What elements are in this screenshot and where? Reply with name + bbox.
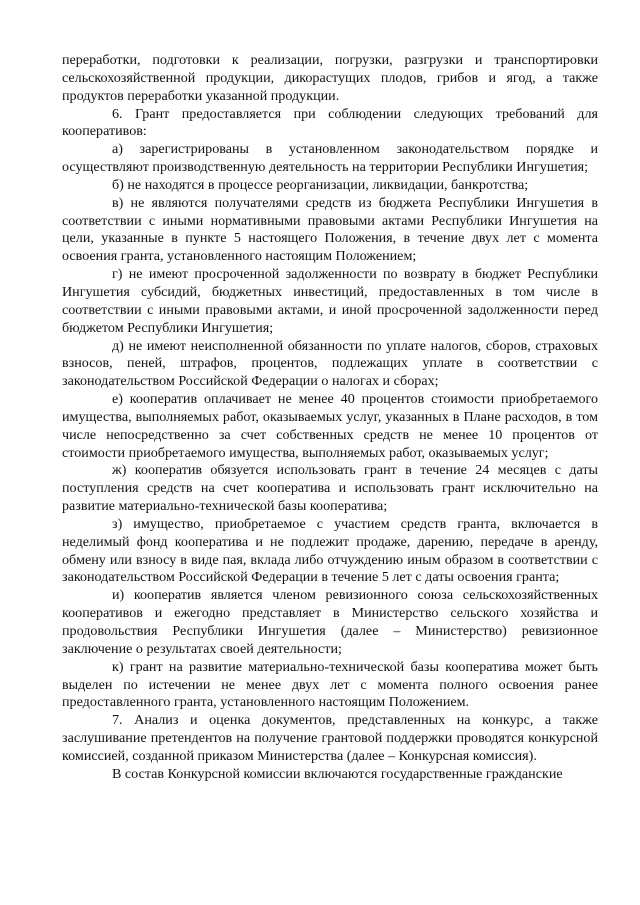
paragraph-item-7: 7. Анализ и оценка документов, представленных на конкурс, а также заслушивание претендентов на получение грантовой поддержки проводятся конкурсной комиссией, созданной приказом Министерства (далее – Конкурсная комиссия). — [62, 712, 598, 764]
paragraph-requirement-z: з) имущество, приобретаемое с участием средств гранта, включается в неделимый фонд кооператива и не подлежит продаже, дарению, передаче в аренду, обмену или взносу в виде пая, вклада либо отчуждению иным образом в соответствии с законодательством Российской Федерации в течение 5 лет с даты освоения гранта; — [62, 515, 598, 586]
paragraph-commission-composition: В состав Конкурсной комиссии включаются государственные гражданские — [112, 765, 563, 782]
paragraph-requirement-a: а) зарегистрированы в установленном законодательством порядке и осуществляют производственную деятельность на территории Республики Ингушетия; — [62, 141, 598, 176]
paragraph-item-6: 6. Грант предоставляется при соблюдении следующих требований для кооперативов: — [62, 105, 598, 140]
paragraph-requirement-e: е) кооператив оплачивает не менее 40 процентов стоимости приобретаемого имущества, выполняемых работ, оказываемых услуг, указанных в Плане расходов, в том числе непосредственно за счет собственных средств не менее 10 процентов от стоимости приобретаемого имущества, выполняемых работ, оказываемых услуг; — [62, 391, 598, 461]
paragraph-requirement-i: и) кооператив является членом ревизионного союза сельскохозяйственных кооперативов и ежегодно представляет в Министерство сельского хозяйства и продовольствия Республики Ингушетия (далее – Министерство) ревизионное заключение о результатах своей деятельности; — [62, 587, 598, 657]
paragraph-requirement-v: в) не являются получателями средств из бюджета Республики Ингушетия в соответствии с иными нормативными правовыми актами Республики Ингушетия на цели, указанные в пункте 5 настоящего Положения, в течение двух лет с момента освоения гранта, установленного настоящим Положением; — [62, 194, 598, 265]
paragraph-requirement-d: д) не имеют неисполненной обязанности по уплате налогов, сборов, страховых взносов, пеней, штрафов, процентов, подлежащих уплате в соответствии с законодательством Российской Федерации о налогах и сборах; — [62, 337, 598, 390]
paragraph-requirement-b: б) не находятся в процессе реорганизации, ликвидации, банкротства; — [112, 176, 529, 193]
paragraph-requirement-g: г) не имеют просроченной задолженности по возврату в бюджет Республики Ингушетия субсидий, бюджетных инвестиций, предоставленных в том числе в соответствии с иными правовыми актами, и иной просроченной задолженности перед бюджетом Республики Ингушетия; — [62, 266, 598, 336]
document-page — [62, 52, 598, 784]
paragraph-processing-continuation: переработки, подготовки к реализации, погрузки, разгрузки и транспортировки сельскохозяйственной продукции, дикорастущих плодов, грибов и ягод, а также продуктов переработки указанной продукции. — [62, 52, 598, 104]
paragraph-requirement-k: к) грант на развитие материально-технической базы кооператива может быть выделен по истечении не менее двух лет с момента полного освоения ранее предоставленного гранта, установленного настоящим Положением. — [62, 658, 598, 711]
paragraph-requirement-zh: ж) кооператив обязуется использовать грант в течение 24 месяцев с даты поступления средств на счет кооператива и использовать грант исключительно на развитие материально-технической базы кооператива; — [62, 462, 598, 515]
